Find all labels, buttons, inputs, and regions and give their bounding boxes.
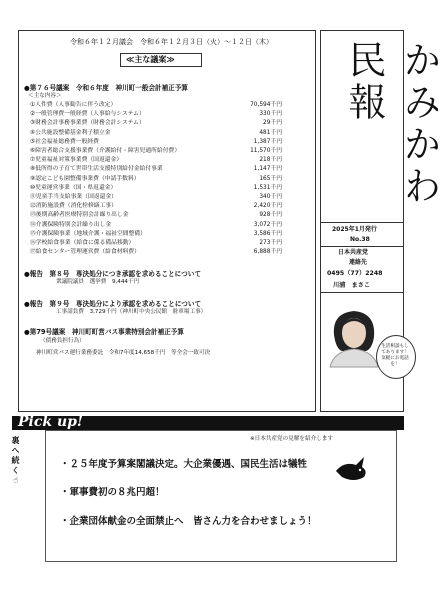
bill76-item-label: ⑫消防施設費（消化栓修繕工事） xyxy=(30,203,117,210)
bill76-subtitle: ＜主な内容＞ xyxy=(28,93,62,99)
bill76-item-amount: 165千円 xyxy=(259,175,282,182)
bill76-item-row xyxy=(30,203,302,212)
party-name: 日本共産党 xyxy=(338,249,369,256)
continued-on-back-note: 裏へ続く☜ xyxy=(11,436,20,486)
bill76-item-label: ①人件費（人事勧告に伴う改定） xyxy=(30,102,117,108)
masthead-title: かみかわ民報 xyxy=(342,40,441,208)
bill76-item-label: ③財務会計事務事業費（財務会計システム） xyxy=(30,120,145,127)
bill76-item-row xyxy=(30,249,302,258)
bill76-item-label: ⑰給食センター管理運営費（給食材料費） xyxy=(30,249,140,256)
bill76-item-amount: 29千円 xyxy=(263,120,282,127)
member-portrait xyxy=(326,305,382,367)
bill79-subtitle: （債務負担行為） xyxy=(40,338,85,344)
bill76-item-label: ②一般管理費一般経費（人事給与システム） xyxy=(30,111,145,118)
bill79-line: 神川町営バス運行業務委託 令和7年度14,658千円 等全会一致可決 xyxy=(36,350,211,356)
pickup-line-2: ・軍事費初の８兆円超！ xyxy=(60,487,165,498)
bill76-item-label: ⑨認定こども園整備事業費（申請手数料） xyxy=(30,175,140,182)
issue-date: 2025年1月発行 xyxy=(332,226,377,233)
bill76-item-row xyxy=(30,194,302,203)
masthead-divider xyxy=(320,222,403,223)
bill76-item-amount: 1,531千円 xyxy=(253,184,282,191)
bill76-item-row xyxy=(30,222,302,231)
issue-number: No.38 xyxy=(350,236,370,243)
bill76-item-row xyxy=(30,231,302,240)
bill76-item-row xyxy=(30,148,302,157)
dove-icon xyxy=(334,455,370,485)
bill76-item-amount: 928千円 xyxy=(259,212,282,219)
pickup-line-1: ・２５年度予算案閣議決定。大企業優遇、国民生活は犠牲 xyxy=(60,459,308,470)
pickup-note: ※日本共産党の見解を紹介します xyxy=(250,436,333,442)
report8-title: ●報告 第８号 専決処分につき承認を求めることについて xyxy=(24,270,201,278)
bill76-item-label: ⑥障害者総合支援事業費（介護給付・障害児通所給付費） xyxy=(30,148,181,154)
bill76-item-row xyxy=(30,240,302,249)
bill76-item-amount: 218千円 xyxy=(259,157,282,164)
bill76-item-amount: 481千円 xyxy=(259,129,282,136)
bill76-item-amount: 1,147千円 xyxy=(253,166,282,173)
bill76-item-label: ④公共施設整備基金利子積立金 xyxy=(30,129,111,136)
bill76-item-label: ⑮介護保険事業（地域介護・福祉空間整備） xyxy=(30,230,146,237)
consultation-balloon-text: 生活相談もしてあります！ 気軽にお電話を！ xyxy=(381,344,409,367)
bill76-item-amount: 70,594千円 xyxy=(250,102,282,108)
bill76-item-row xyxy=(30,120,302,129)
main-bills-title-frame xyxy=(120,53,202,67)
bill79-title: ●第79号議案 神川町町営バス事業特別会計補正予算 xyxy=(24,328,184,336)
bill76-item-amount: 6,888千円 xyxy=(253,249,282,256)
bill76-title: ●第７６号議案 令和６年度 神川町一般会計補正予算 xyxy=(24,84,189,92)
bill76-item-amount: 11,570千円 xyxy=(250,148,282,154)
member-name: 川浦 まさこ xyxy=(333,282,371,289)
bill76-item-amount: 2,420千円 xyxy=(253,203,282,210)
report8-line: 衆議院議員 選挙費 9,444千円 xyxy=(56,279,140,285)
bill76-item-amount: 330千円 xyxy=(259,111,282,118)
report9-line: 工事請負費 3,729千円（神川町中央公民館 駐車場工事） xyxy=(56,309,207,315)
bill76-item-row xyxy=(30,111,302,120)
bill76-item-row xyxy=(30,212,302,221)
bill76-item-label: ⑩児童運営事業（国・県返還金） xyxy=(30,184,117,191)
pickup-label: Pick up! xyxy=(18,414,84,430)
bill76-item-row xyxy=(30,102,302,111)
session-header: 令和６年１２月議会 令和６年１２月３日（火）～１２日（木） xyxy=(70,38,273,46)
bill76-item-label: ⑤社会福祉総務費一般経費 xyxy=(30,138,99,145)
bill76-item-label: ⑦児童福祉対策事業費（国返還金） xyxy=(30,157,123,164)
bill76-item-label: ⑯学校給食事業（給食に係る備品移動） xyxy=(30,240,135,246)
main-bills-title: ≪主な議案≫ xyxy=(126,55,175,64)
bill76-item-label: ⑧低所得の子育て世帯生活支援特別給付金給付事業 xyxy=(30,166,163,173)
bill76-item-row xyxy=(30,130,302,139)
bill76-item-row xyxy=(30,166,302,175)
bill76-item-amount: 3,586千円 xyxy=(253,230,282,237)
bill76-item-row xyxy=(30,157,302,166)
bill76-item-amount: 273千円 xyxy=(259,240,282,246)
bill76-item-row xyxy=(30,139,302,148)
contact-phone: 0495（77）2248 xyxy=(327,270,383,277)
bill76-item-amount: 340千円 xyxy=(259,194,282,200)
bill76-item-label: ⑬後期高齢者医療特別会計繰り出し金 xyxy=(30,212,129,219)
report9-title: ●報告 第９号 専決処分により承認を求めることについて xyxy=(24,300,202,308)
bill76-item-amount: 1,387千円 xyxy=(253,138,282,145)
bill76-item-label: ⑪児童手当支給事業（国返還金） xyxy=(30,194,117,200)
bill76-item-row xyxy=(30,185,302,194)
bill76-item-row xyxy=(30,176,302,185)
contact-label: 連絡先 xyxy=(349,259,368,266)
pickup-line-3: ・企業団体献金の全面禁止へ 皆さん力を合わせましょう！ xyxy=(60,516,317,527)
bill76-item-amount: 3,072千円 xyxy=(253,221,282,228)
masthead-divider-2 xyxy=(320,246,403,247)
bill76-item-label: ⑭介護保険特別会計繰り出し金 xyxy=(30,221,112,228)
masthead-divider-3 xyxy=(320,292,403,293)
